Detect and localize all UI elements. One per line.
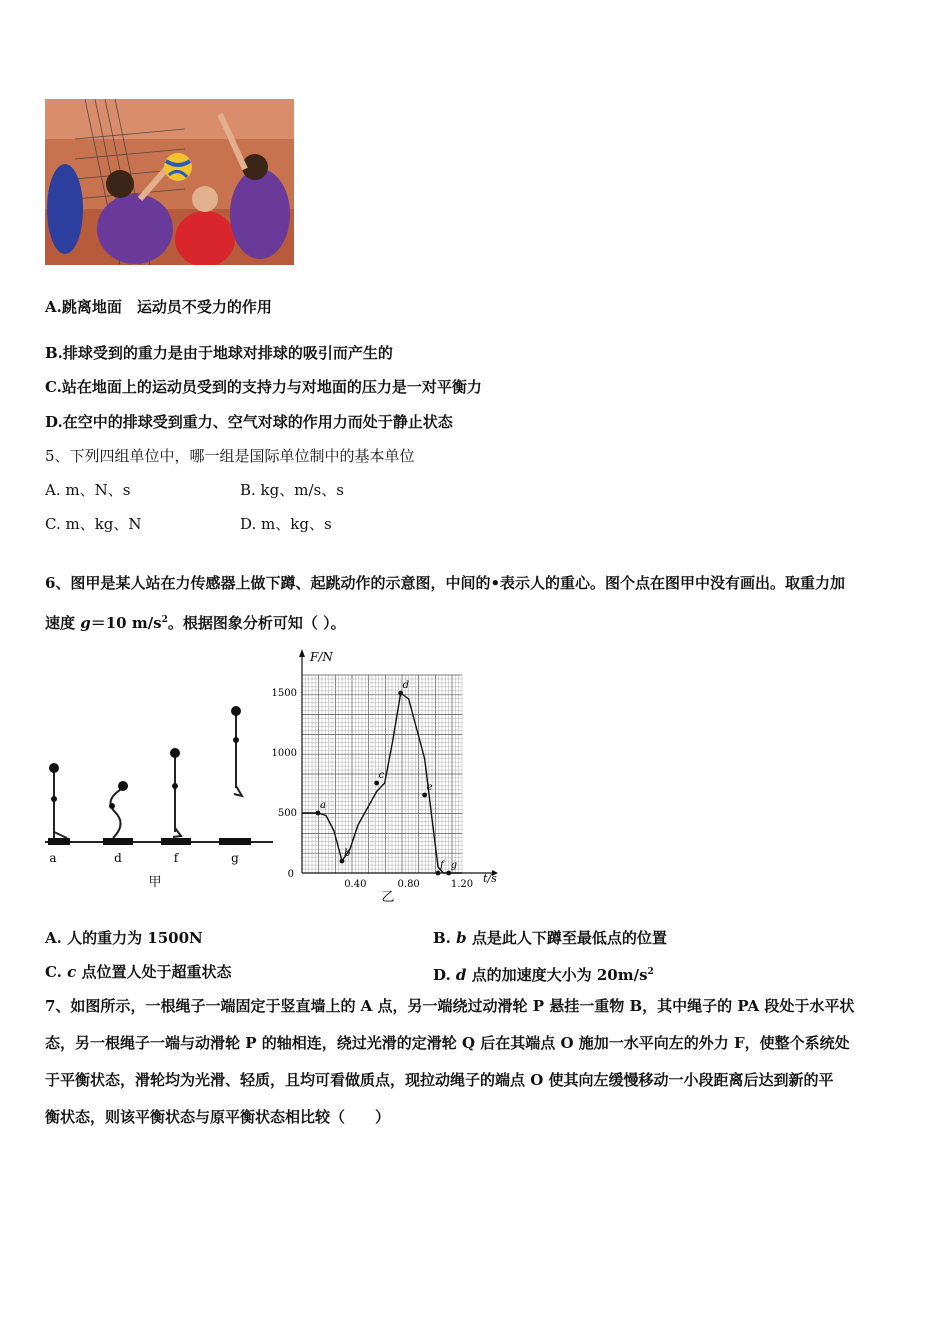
figure-yi-chart xyxy=(270,645,510,910)
q4-option-d: D.在空中的排球受到重力、空气对球的作用力而处于静止状态 xyxy=(45,413,453,431)
x-tick-label: 0.80 xyxy=(397,879,420,890)
q6-option-a: A. 人的重力为 1500N xyxy=(45,929,203,947)
origin-label: 0 xyxy=(287,869,294,880)
figure-jia xyxy=(45,690,275,900)
data-point-a xyxy=(316,811,321,816)
point-label-e: e xyxy=(426,782,433,793)
data-point-f xyxy=(436,871,441,876)
point-label-c: c xyxy=(378,770,385,781)
data-point-d xyxy=(398,691,403,696)
q5-option-d: D. m、kg、s xyxy=(240,515,332,533)
q6-option-b: B. b 点是此人下蹲至最低点的位置 xyxy=(433,929,667,947)
fig-a-label-d: d xyxy=(114,851,122,865)
fig-a-label-g: g xyxy=(231,851,239,865)
q6-stem-line1: 6、图甲是某人站在力传感器上做下蹲、起跳动作的示意图，中间的•表示人的重心。图个点在图甲中没有画出。取重力加 xyxy=(45,574,846,592)
fig-a-label-f: f xyxy=(173,851,179,865)
q7-line1: 7、如图所示，一根绳子一端固定于竖直墙上的 A 点，另一端绕过动滑轮 P 悬挂一重物 B，其中绳子的 PA 段处于水平状 xyxy=(45,997,855,1015)
data-point-g xyxy=(446,871,451,876)
q5-option-c: C. m、kg、N xyxy=(45,515,142,533)
point-label-b: b xyxy=(344,848,351,859)
chart-ylabel: F/N xyxy=(310,650,333,664)
q7-line3: 于平衡状态，滑轮均为光滑、轻质，且均可看做质点，现拉动绳子的端点 O 使其向左缓慢移动一小段距离后达到新的平 xyxy=(45,1071,834,1089)
q7-line2: 态，另一根绳子一端与动滑轮 P 的轴相连，绕过光滑的定滑轮 Q 后在其端点 O 施加一水平向左的外力 F，使整个系统处 xyxy=(45,1034,850,1052)
q6-option-c: C. c 点位置人处于超重状态 xyxy=(45,963,232,981)
volleyball-photo xyxy=(45,99,294,265)
point-label-f: f xyxy=(440,860,444,871)
data-point-b xyxy=(340,859,345,864)
data-point-e xyxy=(422,793,427,798)
q5-option-b: B. kg、m/s、s xyxy=(240,481,344,499)
fig-a-caption: 甲 xyxy=(148,875,162,890)
q6-option-d: D. d 点的加速度大小为 $20m/s^2$ xyxy=(433,966,654,984)
chart-xlabel: t/s xyxy=(483,872,497,885)
y-axis-arrow xyxy=(299,649,305,657)
q7-line4: 衡状态，则该平衡状态与原平衡状态相比较（ ） xyxy=(45,1108,391,1126)
y-tick-label: 500 xyxy=(277,808,297,819)
point-label-d: d xyxy=(402,680,410,691)
x-tick-label: 1.20 xyxy=(450,879,474,890)
q5-stem: 5、下列四组单位中，哪一组是国际单位制中的基本单位 xyxy=(45,447,415,465)
data-point-c xyxy=(374,781,379,786)
fig-b-caption: 乙 xyxy=(381,890,395,905)
fig-a-label-a: a xyxy=(49,851,57,865)
q6-stem-line2: 速度 g＝10 $m/s^2$。根据图象分析可知（ ）。 xyxy=(45,614,346,632)
y-tick-label: 1000 xyxy=(271,748,297,759)
q4-option-a: A.跳离地面 运动员不受力的作用 xyxy=(45,298,272,316)
q4-option-b: B.排球受到的重力是由于地球对排球的吸引而产生的 xyxy=(45,344,393,362)
x-tick-label: 0.40 xyxy=(344,879,367,890)
point-label-a: a xyxy=(320,800,326,811)
q4-option-c: C.站在地面上的运动员受到的支持力与对地面的压力是一对平衡力 xyxy=(45,378,482,396)
y-tick-label: 1500 xyxy=(271,688,297,699)
q5-option-a: A. m、N、s xyxy=(45,481,131,499)
point-label-g: g xyxy=(450,860,458,871)
